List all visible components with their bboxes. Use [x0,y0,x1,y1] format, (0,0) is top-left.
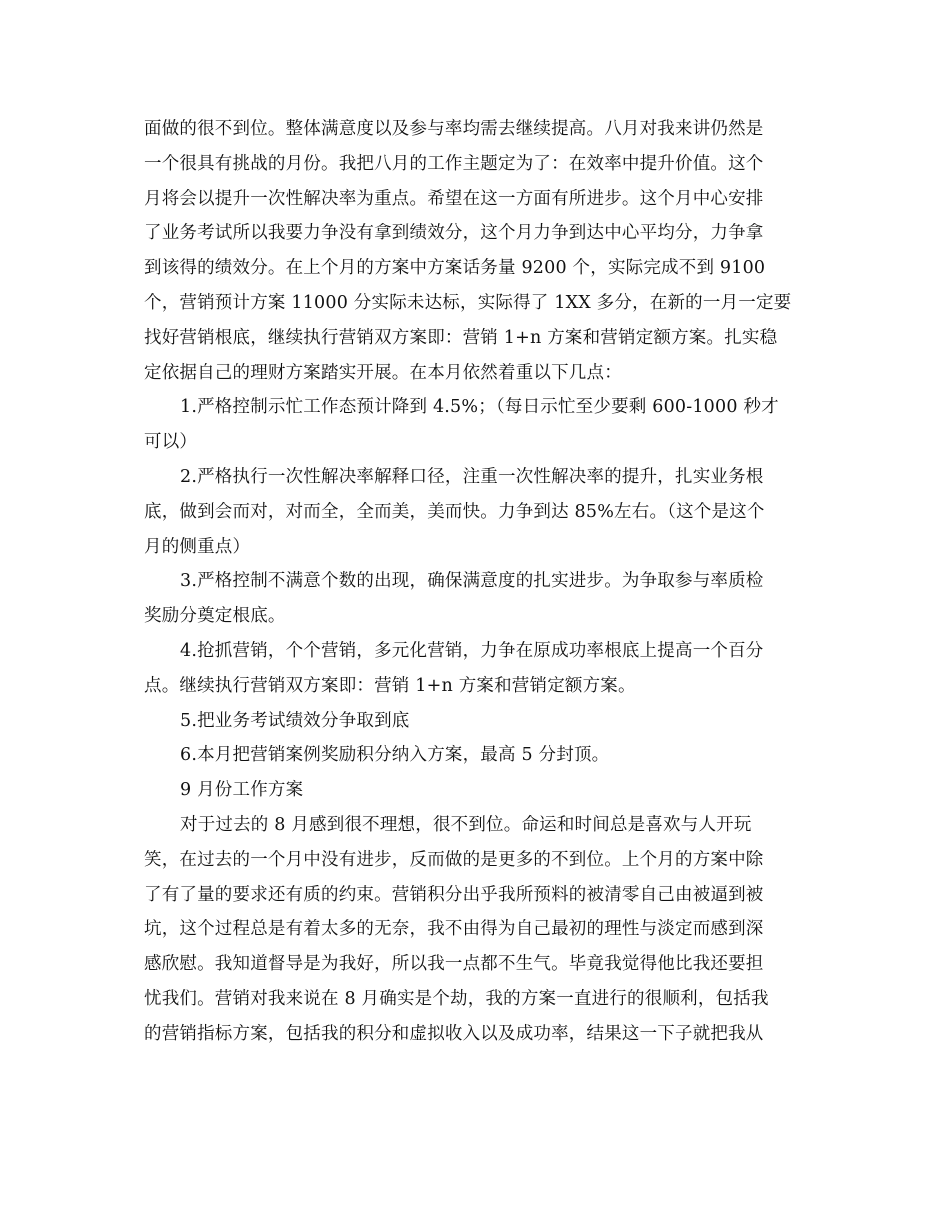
list-item-1: 1.严格控制示忙工作态预计降到 4.5%；（每日示忙至少要剩 600-1000 秒才 [180,397,779,418]
text-line: 底，做到会而对，对而全，全而美，美而快。力争到达 85%左右。（这个是这个 [144,501,765,522]
text-line: 可以） [144,432,198,453]
list-item-6: 6.本月把营销案例奖励积分纳入方案，最高 5 分封顶。 [180,745,610,766]
text-line: 笑，在过去的一个月中没有进步，反而做的是更多的不到位。上个月的方案中除 [144,849,764,870]
text-line: 定依据自己的理财方案踏实开展。在本月依然着重以下几点： [144,362,622,383]
text-line: 面做的很不到位。整体满意度以及参与率均需去继续提高。八月对我来讲仍然是 [144,119,764,139]
text-line: 了业务考试所以我要力争没有拿到绩效分，这个月力争到达中心平均分，力争拿 [144,223,764,244]
list-item-2: 2.严格执行一次性解决率解释口径，注重一次性解决率的提升，扎实业务根 [180,466,764,487]
text-line: 个，营销预计方案 11000 分实际未达标，实际得了 1XX 多分，在新的一月一定要 [144,292,792,313]
text-line: 找好营销根底，继续执行营销双方案即：营销 1+n 方案和营销定额方案。扎实稳 [144,327,778,348]
text-line: 点。继续执行营销双方案即：营销 1+n 方案和营销定额方案。 [144,675,636,696]
list-item-5: 5.把业务考试绩效分争取到底 [180,710,410,731]
text-line: 月将会以提升一次性解决率为重点。希望在这一方面有所进步。这个月中心安排 [144,188,764,209]
text-line: 忧我们。营销对我来说在 8 月确实是个劫，我的方案一直进行的很顺利，包括我 [144,988,769,1009]
text-line: 了有了量的要求还有质的约束。营销积分出乎我所预料的被清零自己由被逼到被 [144,884,764,905]
list-item-4: 4.抢抓营销，个个营销，多元化营销，力争在原成功率根底上提高一个百分 [180,640,764,661]
text-line: 一个很具有挑战的月份。我把八月的工作主题定为了：在效率中提升价值。这个 [144,153,764,174]
text-line: 坑，这个过程总是有着太多的无奈，我不由得为自己最初的理性与淡定而感到深 [144,919,764,940]
text-line: 的营销指标方案，包括我的积分和虚拟收入以及成功率，结果这一下子就把我从 [144,1023,764,1044]
text-line: 到该得的绩效分。在上个月的方案中方案话务量 9200 个，实际完成不到 9100 [144,258,766,279]
section-heading: 9 月份工作方案 [180,780,304,801]
document-body [144,112,800,1052]
text-line: 奖励分奠定根底。 [144,606,286,627]
text-line: 感欣慰。我知道督导是为我好，所以我一点都不生气。毕竟我觉得他比我还要担 [144,954,764,975]
paragraph-start: 对于过去的 8 月感到很不理想，很不到位。命运和时间总是喜欢与人开玩 [180,814,752,835]
list-item-3: 3.严格控制不满意个数的出现，确保满意度的扎实进步。为争取参与率质检 [180,571,764,592]
text-line: 月的侧重点） [144,536,251,557]
